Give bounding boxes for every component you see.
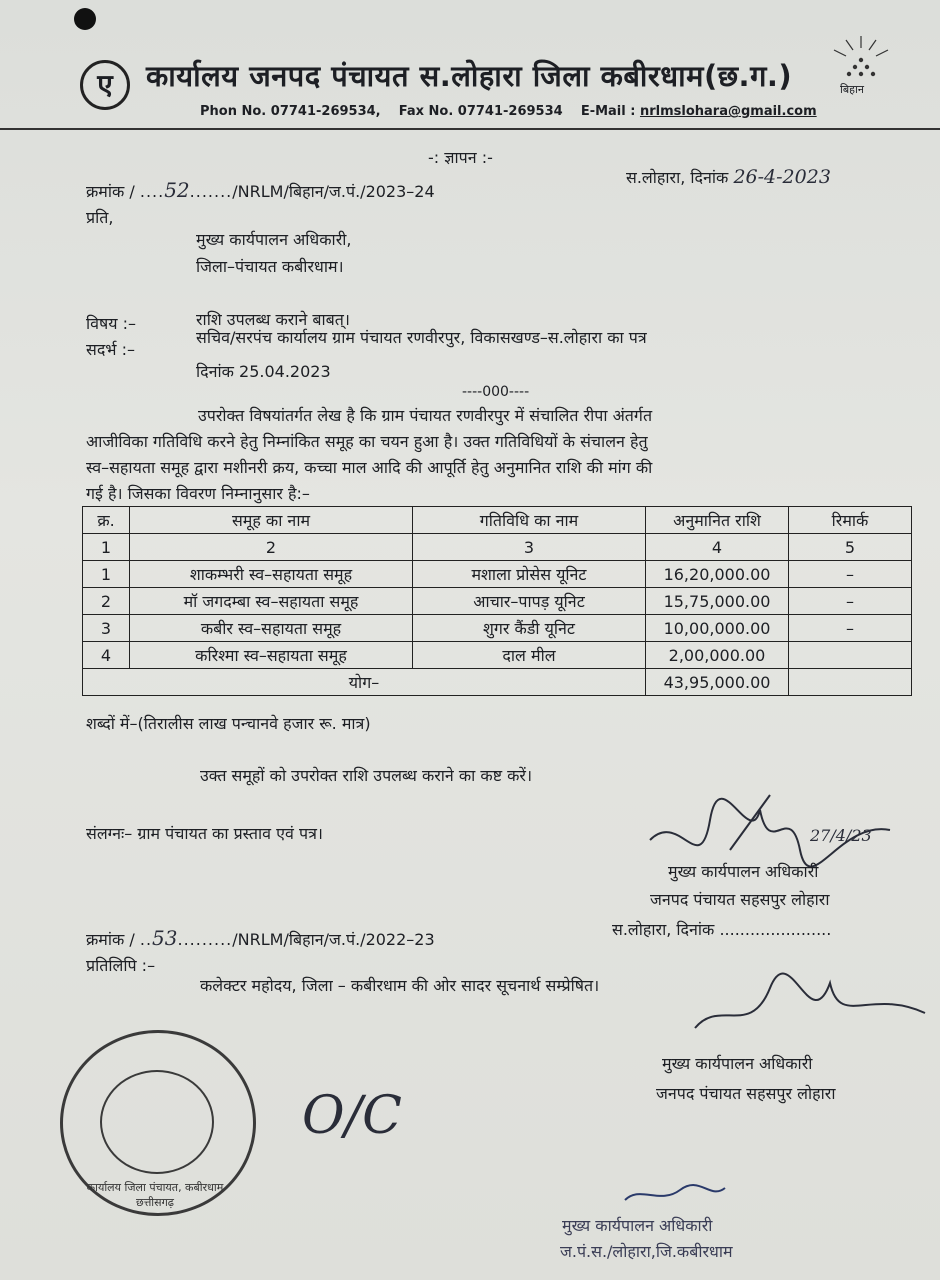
row-activity: मशाला प्रोसेस यूनिट <box>413 561 646 588</box>
header-group: समूह का नाम <box>130 507 413 534</box>
oc-note: O/C <box>302 1086 402 1146</box>
seal-text: कार्यालय जिला पंचायत, कबीरधाम छत्तीसगढ़ <box>86 1181 224 1209</box>
row-amount: 15,75,000.00 <box>646 588 789 615</box>
copy-ref-suffix: /NRLM/बिहान/ज.पं./2022–23 <box>232 930 435 949</box>
to-label: प्रति, <box>86 208 114 227</box>
total-remark <box>789 669 912 696</box>
row-activity: शुगर कैंडी यूनिट <box>413 615 646 642</box>
row-amount: 16,20,000.00 <box>646 561 789 588</box>
sign-date-note: 27/4/23 <box>810 826 872 845</box>
row-remark: – <box>789 588 912 615</box>
stamp-signature <box>620 1180 730 1210</box>
row-remark <box>789 642 912 669</box>
email-link[interactable]: nrlmslohara@gmail.com <box>639 104 817 119</box>
copy-place-date-label: स.लोहारा, दिनांक <box>612 920 715 939</box>
ref-number: 52 <box>164 178 190 202</box>
paragraph-line-2: आजीविका गतिविधि करने हेतु निम्नांकित समूह का चयन हुआ है। उक्त गतिविधियों के संचालन हेतु <box>86 432 648 451</box>
separator: ----000---- <box>462 384 530 400</box>
office-logo: ए <box>80 60 130 110</box>
paragraph-line-4: गई है। जिसका विवरण निम्नानुसार है:– <box>86 484 310 503</box>
header-sn: क्र. <box>83 507 130 534</box>
row-sn: 2 <box>83 588 130 615</box>
fax-number: Fax No. 07741-269534 <box>398 104 563 119</box>
table-row <box>83 615 912 642</box>
copy-ref-number: 53 <box>152 926 178 950</box>
subject-text: राशि उपलब्ध कराने बाबत्। <box>196 310 350 329</box>
memo-date-line <box>626 166 831 188</box>
phone-number: Phon No. 07741-269534, <box>200 104 381 119</box>
subject-label: विषय :– <box>86 314 137 333</box>
recipient-line-1: मुख्य कार्यपालन अधिकारी, <box>196 230 352 249</box>
recipient-line-2: जिला–पंचायत कबीरधाम। <box>196 257 344 276</box>
hole-punch-mark <box>74 8 96 30</box>
copy-ref-line: क्रमांक / ..53........./NRLM/बिहान/ज.पं./2022–23 <box>86 926 435 950</box>
row-activity: दाल मील <box>413 642 646 669</box>
row-remark: – <box>789 615 912 642</box>
stamp-title: मुख्य कार्यपालन अधिकारी <box>562 1216 713 1235</box>
bihan-label: बिहान <box>840 83 864 96</box>
row-remark: – <box>789 561 912 588</box>
row-group: करिश्मा स्व–सहायता समूह <box>130 642 413 669</box>
email-label: E-Mail : <box>580 104 636 119</box>
column-number-row <box>83 534 912 561</box>
row-activity: आचार–पापड़ यूनिट <box>413 588 646 615</box>
paragraph-line-1: उपरोक्त विषयांतर्गत लेख है कि ग्राम पंचायत रणवीरपुर में संचालित रीपा अंतर्गत <box>198 406 653 425</box>
header-remark: रिमार्क <box>789 507 912 534</box>
stamp-office: ज.पं.स./लोहारा,जि.कबीरधाम <box>560 1242 733 1261</box>
table-row <box>83 642 912 669</box>
header-divider <box>0 128 940 130</box>
col-number: 3 <box>413 534 646 561</box>
header-activity: गतिविधि का नाम <box>413 507 646 534</box>
paragraph-line-3: स्व–सहायता समूह द्वारा मशीनरी क्रय, कच्चा माल आदि की आपूर्ति हेतु अनुमानित राशि की मांग की <box>86 458 653 477</box>
groups-table <box>82 506 912 696</box>
reference-line-1: सचिव/सरपंच कार्यालय ग्राम पंचायत रणवीरपुर, विकासखण्ड–स.लोहारा का पत्र <box>196 328 647 347</box>
row-group: मॉ जगदम्बा स्व–सहायता समूह <box>130 588 413 615</box>
memo-heading: -: ज्ञापन :- <box>428 148 493 167</box>
total-label: योग– <box>83 669 646 696</box>
row-group: शाकम्भरी स्व–सहायता समूह <box>130 561 413 588</box>
col-number: 5 <box>789 534 912 561</box>
request-line: उक्त समूहों को उपरोक्त राशि उपलब्ध कराने का कष्ट करें। <box>200 766 533 785</box>
enclosure-line: संलग्नः– ग्राम पंचायत का प्रस्ताव एवं पत्र। <box>86 824 323 843</box>
seal-inner-ring <box>100 1070 214 1174</box>
copy-date-blank: ...................... <box>719 920 832 939</box>
copy-to-line: कलेक्टर महोदय, जिला – कबीरधाम की ओर सादर सूचनार्थ सम्प्रेषित। <box>200 976 600 995</box>
signatory-office-2: जनपद पंचायत सहसपुर लोहारा <box>656 1084 836 1103</box>
reference-label: सदर्भ :– <box>86 340 136 359</box>
table-header-row <box>83 507 912 534</box>
total-amount: 43,95,000.00 <box>646 669 789 696</box>
copy-date-line <box>612 918 831 940</box>
row-sn: 3 <box>83 615 130 642</box>
row-amount: 2,00,000.00 <box>646 642 789 669</box>
row-group: कबीर स्व–सहायता समूह <box>130 615 413 642</box>
signatory-title-1: मुख्य कार्यपालन अधिकारी <box>668 862 819 881</box>
row-sn: 1 <box>83 561 130 588</box>
memo-ref-line: क्रमांक / ....52......./NRLM/बिहान/ज.पं./2023–24 <box>86 178 435 202</box>
place-date-label: स.लोहारा, दिनांक <box>626 168 729 187</box>
signatory-title-2: मुख्य कार्यपालन अधिकारी <box>662 1054 813 1073</box>
copy-label: प्रतिलिपि :– <box>86 956 156 975</box>
col-number: 4 <box>646 534 789 561</box>
header-amount: अनुमानित राशि <box>646 507 789 534</box>
ref-suffix: /NRLM/बिहान/ज.पं./2023–24 <box>232 182 435 201</box>
ref-prefix: क्रमांक / <box>86 182 135 201</box>
table-row <box>83 561 912 588</box>
signature-2 <box>690 968 930 1058</box>
col-number: 1 <box>83 534 130 561</box>
copy-ref-prefix: क्रमांक / <box>86 930 135 949</box>
office-title: कार्यालय जनपद पंचायत स.लोहारा जिला कबीरधाम(छ.ग.) <box>146 59 793 93</box>
col-number: 2 <box>130 534 413 561</box>
table-row <box>83 588 912 615</box>
contact-line <box>200 104 817 119</box>
row-amount: 10,00,000.00 <box>646 615 789 642</box>
total-row <box>83 669 912 696</box>
signatory-office-1: जनपद पंचायत सहसपुर लोहारा <box>650 890 830 909</box>
memo-date: 26-4-2023 <box>733 166 831 188</box>
amount-in-words: शब्दों में–(तिरालीस लाख पन्चानवे हजार रू. मात्र) <box>86 714 371 733</box>
row-sn: 4 <box>83 642 130 669</box>
reference-line-2: दिनांक 25.04.2023 <box>196 362 331 381</box>
